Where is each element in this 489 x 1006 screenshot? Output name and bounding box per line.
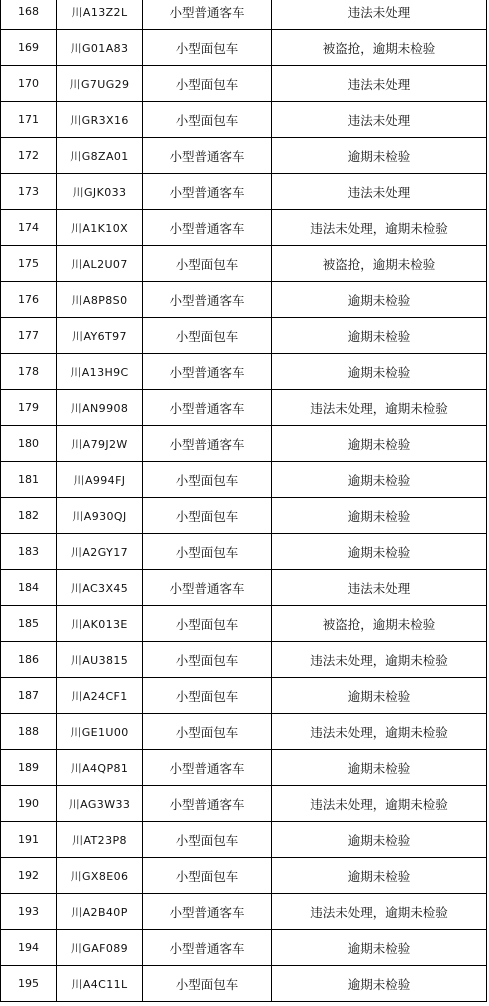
row-number-cell: 188 (1, 714, 57, 750)
vehicle-status-cell: 违法未处理，逾期未检验 (272, 786, 487, 822)
vehicle-type-cell: 小型普通客车 (143, 354, 272, 390)
vehicle-type-cell: 小型普通客车 (143, 426, 272, 462)
vehicle-status-cell: 违法未处理，逾期未检验 (272, 894, 487, 930)
plate-number-cell: 川A13H9C (57, 354, 143, 390)
plate-number-cell: 川AK013E (57, 606, 143, 642)
vehicle-type-cell: 小型面包车 (143, 498, 272, 534)
vehicle-type-cell: 小型普通客车 (143, 0, 272, 30)
table-row (1, 894, 487, 930)
table-row (1, 0, 487, 30)
row-number-cell: 177 (1, 318, 57, 354)
row-number-cell: 176 (1, 282, 57, 318)
plate-number-cell: 川AG3W33 (57, 786, 143, 822)
row-number-cell: 175 (1, 246, 57, 282)
table-row (1, 354, 487, 390)
vehicle-status-cell: 被盗抢，逾期未检验 (272, 30, 487, 66)
row-number-cell: 187 (1, 678, 57, 714)
row-number-cell: 169 (1, 30, 57, 66)
plate-number-cell: 川A24CF1 (57, 678, 143, 714)
plate-number-cell: 川A4C11L (57, 966, 143, 1002)
vehicle-type-cell: 小型普通客车 (143, 138, 272, 174)
row-number-cell: 190 (1, 786, 57, 822)
plate-number-cell: 川A4QP81 (57, 750, 143, 786)
vehicle-type-cell: 小型面包车 (143, 66, 272, 102)
table-row (1, 102, 487, 138)
vehicle-status-cell: 逾期未检验 (272, 426, 487, 462)
table-row (1, 606, 487, 642)
vehicle-type-cell: 小型普通客车 (143, 174, 272, 210)
plate-number-cell: 川A994FJ (57, 462, 143, 498)
row-number-cell: 194 (1, 930, 57, 966)
row-number-cell: 172 (1, 138, 57, 174)
vehicle-status-cell: 被盗抢，逾期未检验 (272, 606, 487, 642)
row-number-cell: 170 (1, 66, 57, 102)
row-number-cell: 192 (1, 858, 57, 894)
table-row (1, 318, 487, 354)
plate-number-cell: 川A2GY17 (57, 534, 143, 570)
table-row (1, 750, 487, 786)
row-number-cell: 189 (1, 750, 57, 786)
vehicle-status-cell: 逾期未检验 (272, 750, 487, 786)
table-row (1, 462, 487, 498)
row-number-cell: 168 (1, 0, 57, 30)
vehicle-status-cell: 逾期未检验 (272, 966, 487, 1002)
vehicle-status-cell: 违法未处理 (272, 0, 487, 30)
row-number-cell: 173 (1, 174, 57, 210)
vehicle-type-cell: 小型面包车 (143, 642, 272, 678)
vehicle-type-cell: 小型面包车 (143, 966, 272, 1002)
vehicle-status-cell: 违法未处理，逾期未检验 (272, 390, 487, 426)
plate-number-cell: 川GAF089 (57, 930, 143, 966)
row-number-cell: 195 (1, 966, 57, 1002)
plate-number-cell: 川A1K10X (57, 210, 143, 246)
table-row (1, 138, 487, 174)
plate-number-cell: 川GJK033 (57, 174, 143, 210)
table-row (1, 210, 487, 246)
row-number-cell: 191 (1, 822, 57, 858)
vehicle-status-cell: 逾期未检验 (272, 282, 487, 318)
vehicle-type-cell: 小型普通客车 (143, 282, 272, 318)
vehicle-status-cell: 违法未处理，逾期未检验 (272, 210, 487, 246)
table-row (1, 66, 487, 102)
table-row (1, 30, 487, 66)
row-number-cell: 181 (1, 462, 57, 498)
vehicle-status-cell: 逾期未检验 (272, 318, 487, 354)
row-number-cell: 182 (1, 498, 57, 534)
vehicle-status-cell: 逾期未检验 (272, 930, 487, 966)
table-row (1, 498, 487, 534)
vehicle-type-cell: 小型普通客车 (143, 930, 272, 966)
plate-number-cell: 川G7UG29 (57, 66, 143, 102)
plate-number-cell: 川A930QJ (57, 498, 143, 534)
vehicle-status-cell: 违法未处理 (272, 174, 487, 210)
plate-number-cell: 川AU3815 (57, 642, 143, 678)
vehicle-status-cell: 违法未处理，逾期未检验 (272, 714, 487, 750)
vehicle-status-cell: 逾期未检验 (272, 462, 487, 498)
plate-number-cell: 川A2B40P (57, 894, 143, 930)
row-number-cell: 193 (1, 894, 57, 930)
table-row (1, 174, 487, 210)
vehicle-status-cell: 违法未处理，逾期未检验 (272, 642, 487, 678)
vehicle-type-cell: 小型面包车 (143, 534, 272, 570)
plate-number-cell: 川AY6T97 (57, 318, 143, 354)
vehicle-type-cell: 小型面包车 (143, 714, 272, 750)
vehicle-status-cell: 违法未处理 (272, 102, 487, 138)
row-number-cell: 186 (1, 642, 57, 678)
vehicle-type-cell: 小型面包车 (143, 858, 272, 894)
table-row (1, 426, 487, 462)
table-row (1, 534, 487, 570)
plate-number-cell: 川GE1U00 (57, 714, 143, 750)
vehicle-status-cell: 逾期未检验 (272, 858, 487, 894)
vehicle-type-cell: 小型普通客车 (143, 786, 272, 822)
table-row (1, 390, 487, 426)
vehicle-status-cell: 逾期未检验 (272, 822, 487, 858)
plate-number-cell: 川AC3X45 (57, 570, 143, 606)
vehicle-type-cell: 小型普通客车 (143, 390, 272, 426)
row-number-cell: 171 (1, 102, 57, 138)
vehicle-status-cell: 违法未处理 (272, 66, 487, 102)
vehicle-type-cell: 小型普通客车 (143, 210, 272, 246)
table-row (1, 678, 487, 714)
vehicle-type-cell: 小型面包车 (143, 822, 272, 858)
vehicle-status-cell: 逾期未检验 (272, 354, 487, 390)
plate-number-cell: 川A13Z2L (57, 0, 143, 30)
row-number-cell: 179 (1, 390, 57, 426)
table-row (1, 930, 487, 966)
row-number-cell: 184 (1, 570, 57, 606)
table-row (1, 282, 487, 318)
row-number-cell: 185 (1, 606, 57, 642)
plate-number-cell: 川GX8E06 (57, 858, 143, 894)
table-row (1, 786, 487, 822)
vehicle-type-cell: 小型面包车 (143, 30, 272, 66)
vehicle-status-cell: 违法未处理 (272, 570, 487, 606)
vehicle-type-cell: 小型面包车 (143, 462, 272, 498)
vehicle-status-cell: 逾期未检验 (272, 534, 487, 570)
plate-number-cell: 川AT23P8 (57, 822, 143, 858)
vehicle-status-cell: 逾期未检验 (272, 498, 487, 534)
vehicle-status-cell: 逾期未检验 (272, 678, 487, 714)
table-row (1, 714, 487, 750)
vehicle-status-cell: 逾期未检验 (272, 138, 487, 174)
vehicle-type-cell: 小型面包车 (143, 246, 272, 282)
plate-number-cell: 川A8P8S0 (57, 282, 143, 318)
vehicle-type-cell: 小型普通客车 (143, 750, 272, 786)
vehicle-type-cell: 小型普通客车 (143, 570, 272, 606)
table-row (1, 570, 487, 606)
vehicle-type-cell: 小型面包车 (143, 678, 272, 714)
plate-number-cell: 川AL2U07 (57, 246, 143, 282)
vehicle-type-cell: 小型面包车 (143, 102, 272, 138)
plate-number-cell: 川G8ZA01 (57, 138, 143, 174)
plate-number-cell: 川A79J2W (57, 426, 143, 462)
table-row (1, 966, 487, 1002)
row-number-cell: 174 (1, 210, 57, 246)
vehicle-table-body (1, 0, 487, 1002)
table-row (1, 822, 487, 858)
table-row (1, 246, 487, 282)
vehicle-status-cell: 被盗抢，逾期未检验 (272, 246, 487, 282)
table-row (1, 858, 487, 894)
table-row (1, 642, 487, 678)
vehicle-type-cell: 小型面包车 (143, 318, 272, 354)
row-number-cell: 180 (1, 426, 57, 462)
row-number-cell: 178 (1, 354, 57, 390)
plate-number-cell: 川GR3X16 (57, 102, 143, 138)
vehicle-type-cell: 小型普通客车 (143, 894, 272, 930)
row-number-cell: 183 (1, 534, 57, 570)
vehicle-type-cell: 小型面包车 (143, 606, 272, 642)
plate-number-cell: 川AN9908 (57, 390, 143, 426)
plate-number-cell: 川G01A83 (57, 30, 143, 66)
